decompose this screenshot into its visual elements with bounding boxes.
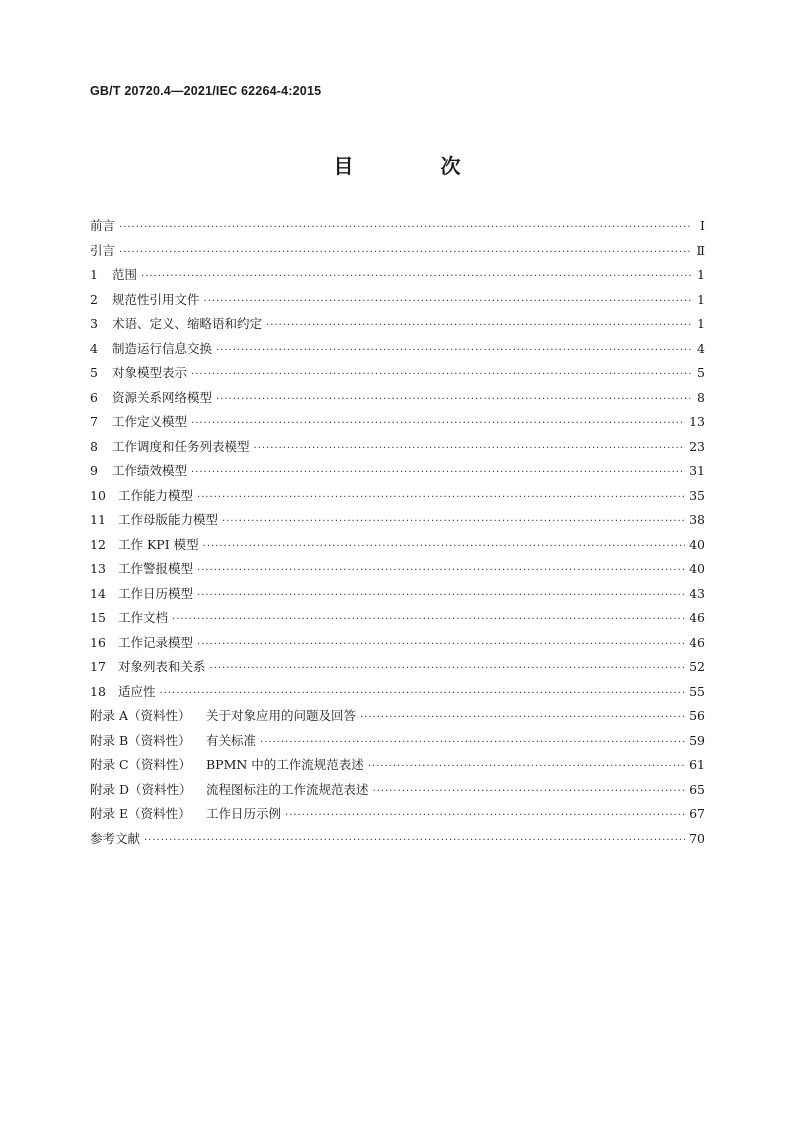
toc-leader-dots bbox=[191, 418, 685, 429]
toc-section-number: 16 bbox=[90, 634, 106, 650]
toc-section-number: 18 bbox=[90, 683, 106, 699]
toc-page-number: 35 bbox=[689, 487, 705, 503]
toc-page-number: 67 bbox=[689, 806, 705, 821]
toc-page-number: 61 bbox=[689, 757, 705, 772]
toc-section-number: 1 bbox=[90, 267, 98, 282]
toc-section-number: 4 bbox=[90, 340, 98, 356]
toc-entry[interactable] bbox=[90, 510, 705, 535]
toc-annex-label: 附录 E（资料性） bbox=[90, 806, 191, 821]
toc-entry[interactable] bbox=[90, 363, 705, 388]
toc-section-number: 5 bbox=[90, 365, 98, 380]
table-of-contents bbox=[90, 216, 705, 853]
toc-entry[interactable] bbox=[90, 706, 705, 731]
toc-leader-dots bbox=[119, 247, 691, 258]
toc-leader-dots bbox=[172, 614, 685, 625]
toc-entry[interactable] bbox=[90, 780, 705, 805]
toc-entry[interactable] bbox=[90, 731, 705, 756]
toc-page-number: 55 bbox=[689, 683, 705, 699]
toc-page-number: 43 bbox=[689, 585, 705, 601]
toc-entry[interactable] bbox=[90, 412, 705, 437]
toc-section-number: 3 bbox=[90, 316, 98, 331]
toc-entry[interactable] bbox=[90, 633, 705, 658]
toc-entry-title: 引言 bbox=[90, 242, 116, 258]
toc-leader-dots bbox=[360, 712, 685, 723]
toc-entry-title: 流程图标注的工作流规范表述 bbox=[206, 781, 369, 797]
toc-entry[interactable] bbox=[90, 829, 705, 854]
toc-page-number: Ⅱ bbox=[696, 242, 705, 258]
toc-leader-dots bbox=[191, 467, 685, 478]
toc-page-number: 59 bbox=[689, 732, 705, 748]
toc-entry[interactable] bbox=[90, 388, 705, 413]
toc-section-number: 14 bbox=[90, 585, 106, 601]
toc-entry-title: 术语、定义、缩略语和约定 bbox=[112, 316, 263, 331]
toc-leader-dots bbox=[254, 443, 686, 454]
toc-entry-title: 资源关系网络模型 bbox=[112, 389, 213, 405]
toc-page-number: 23 bbox=[689, 438, 705, 454]
toc-entry-title: 工作能力模型 bbox=[118, 487, 194, 503]
toc-section-number: 9 bbox=[90, 463, 98, 478]
toc-leader-dots bbox=[216, 394, 691, 405]
toc-entry[interactable] bbox=[90, 437, 705, 462]
toc-entry-title: 对象列表和关系 bbox=[118, 659, 206, 674]
toc-entry-title: 工作警报模型 bbox=[118, 561, 194, 576]
toc-leader-dots bbox=[285, 810, 685, 821]
toc-entry-title: 工作母版能力模型 bbox=[118, 512, 219, 527]
toc-page-number: 65 bbox=[689, 781, 705, 797]
toc-entry[interactable] bbox=[90, 755, 705, 780]
toc-entry-title: 制造运行信息交换 bbox=[112, 340, 213, 356]
toc-entry[interactable] bbox=[90, 486, 705, 511]
toc-annex-label: 附录 A（资料性） bbox=[90, 708, 191, 723]
toc-entry[interactable] bbox=[90, 290, 705, 315]
toc-page-number: 13 bbox=[689, 414, 705, 429]
toc-entry-title: 关于对象应用的问题及回答 bbox=[206, 708, 357, 723]
toc-entry[interactable] bbox=[90, 265, 705, 290]
toc-entry-title: 工作记录模型 bbox=[118, 634, 194, 650]
toc-page-number: 40 bbox=[689, 561, 705, 576]
toc-page-number: 1 bbox=[697, 316, 705, 331]
toc-page-number: 31 bbox=[689, 463, 705, 478]
toc-leader-dots bbox=[203, 541, 685, 552]
toc-leader-dots bbox=[210, 663, 686, 674]
toc-leader-dots bbox=[222, 516, 685, 527]
toc-section-number: 15 bbox=[90, 610, 106, 625]
toc-page-number: 70 bbox=[689, 830, 705, 846]
toc-title: 目 次 bbox=[333, 154, 501, 178]
toc-entry-title: 工作日历模型 bbox=[118, 585, 194, 601]
toc-page-number: 38 bbox=[689, 512, 705, 527]
toc-leader-dots bbox=[197, 565, 685, 576]
toc-entry[interactable] bbox=[90, 682, 705, 707]
toc-entry-title: 工作绩效模型 bbox=[112, 463, 188, 478]
toc-entry[interactable] bbox=[90, 216, 705, 241]
toc-leader-dots bbox=[368, 761, 685, 772]
toc-page-number: Ⅰ bbox=[700, 218, 705, 233]
toc-page-number: 40 bbox=[689, 536, 705, 552]
toc-entry-title: 工作调度和任务列表模型 bbox=[112, 438, 250, 454]
toc-page-number: 52 bbox=[689, 659, 705, 674]
toc-leader-dots bbox=[204, 296, 691, 307]
toc-entry-title: 前言 bbox=[90, 218, 116, 233]
toc-entry[interactable] bbox=[90, 584, 705, 609]
toc-leader-dots bbox=[260, 737, 685, 748]
toc-section-number: 10 bbox=[90, 487, 106, 503]
toc-page-number: 5 bbox=[697, 365, 705, 380]
toc-entry-title: 工作文档 bbox=[118, 610, 169, 625]
toc-leader-dots bbox=[119, 222, 691, 233]
toc-entry[interactable] bbox=[90, 241, 705, 266]
toc-annex-label: 附录 C（资料性） bbox=[90, 757, 192, 772]
toc-page-number: 8 bbox=[697, 389, 705, 405]
toc-entry-title: BPMN 中的工作流规范表述 bbox=[206, 757, 364, 772]
toc-section-number: 2 bbox=[90, 291, 98, 307]
toc-page-number: 46 bbox=[689, 634, 705, 650]
toc-leader-dots bbox=[160, 688, 686, 699]
toc-section-number: 11 bbox=[90, 512, 106, 527]
toc-leader-dots bbox=[144, 835, 685, 846]
toc-leader-dots bbox=[197, 639, 685, 650]
toc-page-number: 1 bbox=[697, 291, 705, 307]
toc-entry[interactable] bbox=[90, 804, 705, 829]
toc-entry-title: 对象模型表示 bbox=[112, 365, 188, 380]
toc-entry-title: 适应性 bbox=[118, 683, 156, 699]
toc-entry-title: 工作定义模型 bbox=[112, 414, 188, 429]
toc-section-number: 6 bbox=[90, 389, 98, 405]
standard-code-header: GB/T 20720.4—2021/IEC 62264-4:2015 bbox=[90, 84, 322, 98]
toc-section-number: 7 bbox=[90, 414, 98, 429]
toc-leader-dots bbox=[197, 590, 685, 601]
toc-section-number: 8 bbox=[90, 438, 98, 454]
toc-section-number: 13 bbox=[90, 561, 106, 576]
toc-leader-dots bbox=[266, 320, 691, 331]
toc-page-number: 46 bbox=[689, 610, 705, 625]
toc-page-number: 1 bbox=[697, 267, 705, 282]
toc-section-number: 17 bbox=[90, 659, 106, 674]
toc-entry-title: 范围 bbox=[112, 267, 138, 282]
toc-leader-dots bbox=[197, 492, 685, 503]
toc-entry[interactable] bbox=[90, 535, 705, 560]
toc-entry[interactable] bbox=[90, 559, 705, 584]
toc-entry[interactable] bbox=[90, 657, 705, 682]
toc-entry[interactable] bbox=[90, 461, 705, 486]
toc-section-number: 12 bbox=[90, 536, 106, 552]
toc-entry[interactable] bbox=[90, 314, 705, 339]
toc-entry[interactable] bbox=[90, 339, 705, 364]
toc-entry-title: 有关标准 bbox=[206, 732, 257, 748]
toc-annex-label: 附录 D（资料性） bbox=[90, 781, 192, 797]
toc-annex-label: 附录 B（资料性） bbox=[90, 732, 191, 748]
toc-entry-title: 工作 KPI 模型 bbox=[118, 536, 199, 552]
toc-leader-dots bbox=[373, 786, 686, 797]
toc-page-number: 4 bbox=[697, 340, 705, 356]
toc-leader-dots bbox=[141, 271, 691, 282]
toc-entry-title: 规范性引用文件 bbox=[112, 291, 200, 307]
toc-entry-title: 工作日历示例 bbox=[206, 806, 282, 821]
toc-entry[interactable] bbox=[90, 608, 705, 633]
toc-entry-title: 参考文献 bbox=[90, 830, 141, 846]
toc-leader-dots bbox=[216, 345, 691, 356]
toc-page-number: 56 bbox=[689, 708, 705, 723]
toc-leader-dots bbox=[191, 369, 691, 380]
